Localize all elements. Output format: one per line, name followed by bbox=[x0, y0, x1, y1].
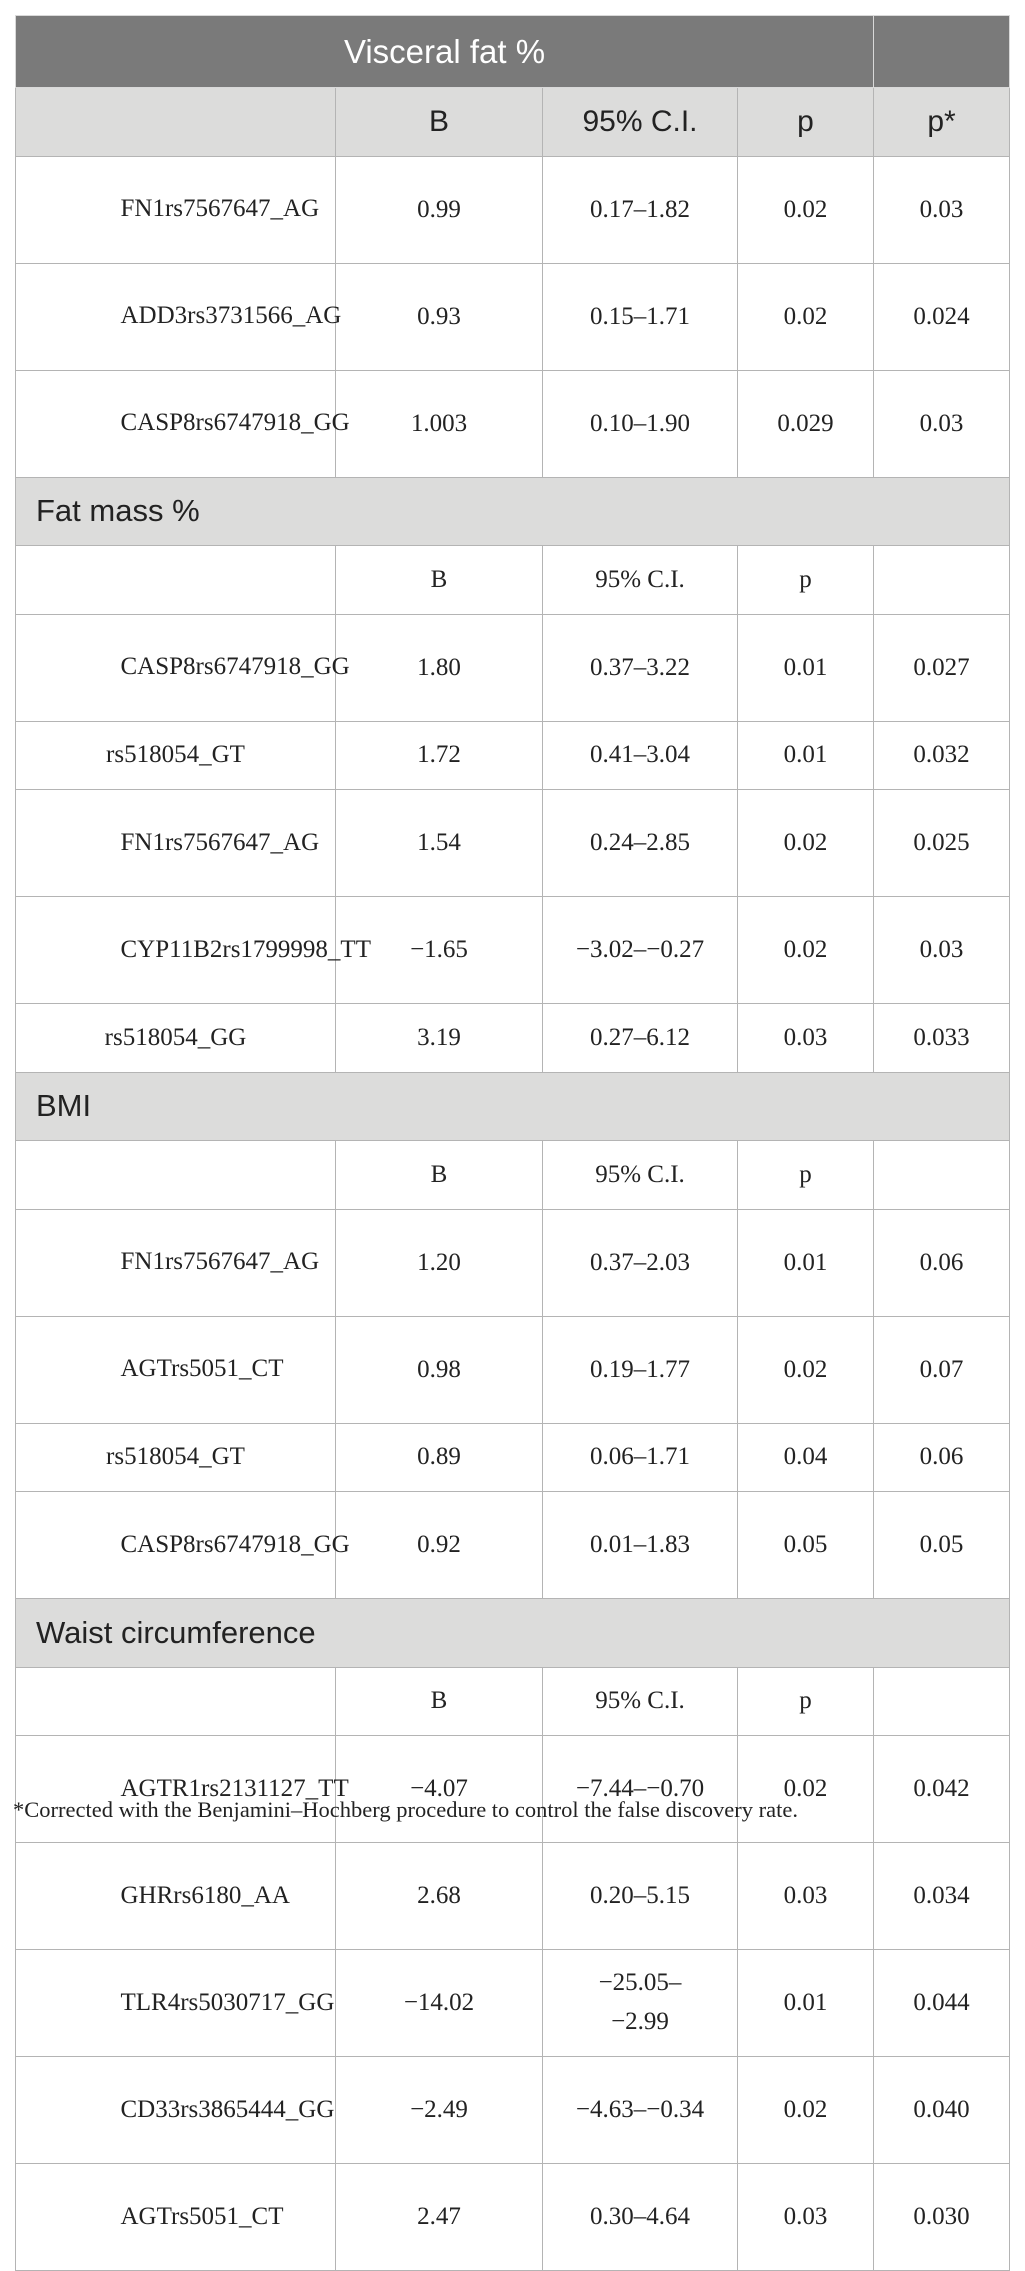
value-cell: 0.034 bbox=[874, 1843, 1010, 1950]
wrapped-value: GHRrs6180_AA bbox=[120, 1881, 290, 1909]
value-cell: 0.027 bbox=[874, 614, 1010, 721]
variant-cell bbox=[16, 790, 336, 897]
value-cell: 0.01 bbox=[738, 1209, 874, 1316]
section-column-header: 95% C.I. bbox=[543, 1141, 738, 1210]
variant-cell: rs518054_GT bbox=[16, 1423, 336, 1492]
column-header-row bbox=[16, 88, 1010, 157]
value-cell: 0.02 bbox=[738, 1736, 874, 1843]
value-cell: 0.98 bbox=[336, 1316, 543, 1423]
section-header-row bbox=[16, 1072, 1010, 1141]
table-row bbox=[16, 263, 1010, 370]
footnote: *Corrected with the Benjamini–Hochberg procedure to control the false discovery rate. bbox=[13, 1797, 798, 1822]
table-row bbox=[16, 897, 1010, 1004]
value-cell: −7.44–−0.70 bbox=[543, 1736, 738, 1843]
section-title: Waist circumference bbox=[16, 1599, 1010, 1668]
variant-cell: rs518054_GG bbox=[16, 1004, 336, 1073]
value-cell: 0.99 bbox=[336, 156, 543, 263]
column-header: p bbox=[738, 88, 874, 157]
table-row bbox=[16, 1423, 1010, 1492]
table-row bbox=[16, 721, 1010, 790]
value-cell: −4.63–−0.34 bbox=[543, 2057, 738, 2164]
wrapped-value: CASP8rs6747918_GG bbox=[120, 409, 350, 437]
wrapped-value: AGTR1rs2131127_TT bbox=[120, 1774, 349, 1802]
value-cell: 0.02 bbox=[738, 1316, 874, 1423]
wrapped-value: FN1rs7567647_AG bbox=[120, 1248, 320, 1276]
table-row bbox=[16, 1209, 1010, 1316]
value-cell: 0.37–3.22 bbox=[543, 614, 738, 721]
table-row bbox=[16, 790, 1010, 897]
variant-cell bbox=[16, 1492, 350, 1599]
value-cell: 0.89 bbox=[336, 1423, 543, 1492]
value-cell: 0.41–3.04 bbox=[543, 721, 738, 790]
variant-cell bbox=[16, 614, 350, 721]
value-cell: 0.03 bbox=[738, 1843, 874, 1950]
column-header: 95% C.I. bbox=[543, 88, 738, 157]
value-cell: 0.02 bbox=[738, 2057, 874, 2164]
value-cell: 2.68 bbox=[336, 1843, 543, 1950]
table-body bbox=[16, 16, 1010, 2271]
variant-cell bbox=[16, 1736, 349, 1843]
table-row bbox=[16, 1843, 1010, 1950]
column-header: B bbox=[336, 88, 543, 157]
section-title: BMI bbox=[16, 1072, 1010, 1141]
value-cell: 0.02 bbox=[738, 897, 874, 1004]
value-cell: 0.032 bbox=[874, 721, 1010, 790]
section-column-header: p bbox=[738, 1141, 874, 1210]
section-column-header: 95% C.I. bbox=[543, 546, 738, 615]
value-cell: 1.003 bbox=[336, 370, 543, 477]
value-cell: 0.06 bbox=[874, 1423, 1010, 1492]
table-row bbox=[16, 156, 1010, 263]
value-cell: 3.19 bbox=[336, 1004, 543, 1073]
column-header bbox=[16, 88, 336, 157]
wrapped-value: CD33rs3865444_GG bbox=[120, 2095, 335, 2123]
table-row bbox=[16, 1736, 1010, 1843]
section-column-header-row bbox=[16, 546, 1010, 615]
wrapped-value: AGTrs5051_CT bbox=[120, 1355, 284, 1383]
value-cell: 0.03 bbox=[738, 2164, 874, 2271]
section-column-header bbox=[874, 1141, 1010, 1210]
section-column-header: B bbox=[336, 546, 543, 615]
variant-cell bbox=[16, 370, 350, 477]
value-cell: 0.27–6.12 bbox=[543, 1004, 738, 1073]
value-cell: 1.80 bbox=[336, 614, 543, 721]
value-cell: 0.025 bbox=[874, 790, 1010, 897]
value-cell: 1.72 bbox=[336, 721, 543, 790]
value-cell: 0.15–1.71 bbox=[543, 263, 738, 370]
variant-cell: rs518054_GT bbox=[16, 721, 336, 790]
value-cell: 0.02 bbox=[738, 263, 874, 370]
section-column-header bbox=[874, 1667, 1010, 1736]
value-cell: 0.20–5.15 bbox=[543, 1843, 738, 1950]
table-title-row bbox=[16, 16, 1010, 88]
value-cell: 0.04 bbox=[738, 1423, 874, 1492]
table-row bbox=[16, 1004, 1010, 1073]
variant-cell bbox=[16, 1316, 336, 1423]
value-cell: 0.01 bbox=[738, 614, 874, 721]
column-header: p* bbox=[874, 88, 1010, 157]
value-cell: −1.65 bbox=[336, 897, 543, 1004]
variant-cell bbox=[16, 1843, 336, 1950]
variant-cell bbox=[16, 156, 336, 263]
value-cell: 0.029 bbox=[738, 370, 874, 477]
value-cell bbox=[543, 1950, 738, 2057]
wrapped-value: ADD3rs3731566_AG bbox=[120, 302, 342, 330]
section-column-header bbox=[16, 1141, 336, 1210]
value-cell: 0.02 bbox=[738, 790, 874, 897]
value-cell: −14.02 bbox=[336, 1950, 543, 2057]
variant-cell bbox=[16, 2164, 336, 2271]
value-cell: 0.02 bbox=[738, 156, 874, 263]
value-cell: 0.01 bbox=[738, 721, 874, 790]
value-cell: −2.49 bbox=[336, 2057, 543, 2164]
value-cell: 0.30–4.64 bbox=[543, 2164, 738, 2271]
section-column-header-row bbox=[16, 1667, 1010, 1736]
wrapped-value: CYP11B2rs1799998_TT bbox=[120, 935, 371, 963]
section-header-row bbox=[16, 1599, 1010, 1668]
value-cell: 0.19–1.77 bbox=[543, 1316, 738, 1423]
variant-cell bbox=[16, 2057, 336, 2164]
value-cell: 0.24–2.85 bbox=[543, 790, 738, 897]
section-column-header-row bbox=[16, 1141, 1010, 1210]
value-cell: 0.03 bbox=[874, 370, 1010, 477]
section-column-header bbox=[874, 546, 1010, 615]
value-cell: 0.06–1.71 bbox=[543, 1423, 738, 1492]
value-cell: 0.01 bbox=[738, 1950, 874, 2057]
value-cell: 0.07 bbox=[874, 1316, 1010, 1423]
table-row bbox=[16, 1316, 1010, 1423]
variant-cell bbox=[16, 897, 371, 1004]
value-cell: −4.07 bbox=[336, 1736, 543, 1843]
variant-cell bbox=[16, 263, 342, 370]
value-cell: 0.93 bbox=[336, 263, 543, 370]
variant-cell bbox=[16, 1950, 336, 2057]
section-column-header: 95% C.I. bbox=[543, 1667, 738, 1736]
value-cell: −3.02–−0.27 bbox=[543, 897, 738, 1004]
table-row bbox=[16, 2164, 1010, 2271]
value-cell: 0.92 bbox=[336, 1492, 543, 1599]
wrapped-value: TLR4rs5030717_GG bbox=[120, 1988, 335, 2016]
value-cell: 0.17–1.82 bbox=[543, 156, 738, 263]
wrapped-value: AGTrs5051_CT bbox=[120, 2202, 284, 2230]
table-title: Visceral fat % bbox=[16, 16, 874, 88]
value-cell: 0.03 bbox=[874, 897, 1010, 1004]
section-column-header: p bbox=[738, 1667, 874, 1736]
table-row bbox=[16, 370, 1010, 477]
value-cell: 0.044 bbox=[874, 1950, 1010, 2057]
variant-cell bbox=[16, 1209, 336, 1316]
table-row bbox=[16, 1492, 1010, 1599]
wrapped-value: CASP8rs6747918_GG bbox=[120, 653, 350, 681]
value-cell: 0.03 bbox=[738, 1004, 874, 1073]
value-cell: 0.01–1.83 bbox=[543, 1492, 738, 1599]
wrapped-value: FN1rs7567647_AG bbox=[120, 195, 320, 223]
wrapped-value: CASP8rs6747918_GG bbox=[120, 1530, 350, 1558]
section-column-header: B bbox=[336, 1667, 543, 1736]
section-title: Fat mass % bbox=[16, 477, 1010, 546]
value-cell: 0.10–1.90 bbox=[543, 370, 738, 477]
value-cell: 0.05 bbox=[874, 1492, 1010, 1599]
value-cell: 0.06 bbox=[874, 1209, 1010, 1316]
section-column-header bbox=[16, 546, 336, 615]
value-cell: 0.030 bbox=[874, 2164, 1010, 2271]
section-column-header: B bbox=[336, 1141, 543, 1210]
value-cell: 0.03 bbox=[874, 156, 1010, 263]
value-cell: 0.040 bbox=[874, 2057, 1010, 2164]
table-title-spacer bbox=[874, 16, 1010, 88]
value-cell: 1.20 bbox=[336, 1209, 543, 1316]
section-header-row bbox=[16, 477, 1010, 546]
value-cell: 0.37–2.03 bbox=[543, 1209, 738, 1316]
section-column-header: p bbox=[738, 546, 874, 615]
value-cell: 2.47 bbox=[336, 2164, 543, 2271]
wrapped-value: FN1rs7567647_AG bbox=[120, 828, 320, 856]
value-cell: 0.05 bbox=[738, 1492, 874, 1599]
value-cell: 0.024 bbox=[874, 263, 1010, 370]
wrapped-value: −25.05–−2.99 bbox=[598, 1969, 682, 2035]
value-cell: 0.042 bbox=[874, 1736, 1010, 1843]
value-cell: 0.033 bbox=[874, 1004, 1010, 1073]
value-cell: 1.54 bbox=[336, 790, 543, 897]
section-column-header bbox=[16, 1667, 336, 1736]
table-row bbox=[16, 614, 1010, 721]
table-row bbox=[16, 1950, 1010, 2057]
table-row bbox=[16, 2057, 1010, 2164]
results-table bbox=[15, 15, 1010, 2271]
